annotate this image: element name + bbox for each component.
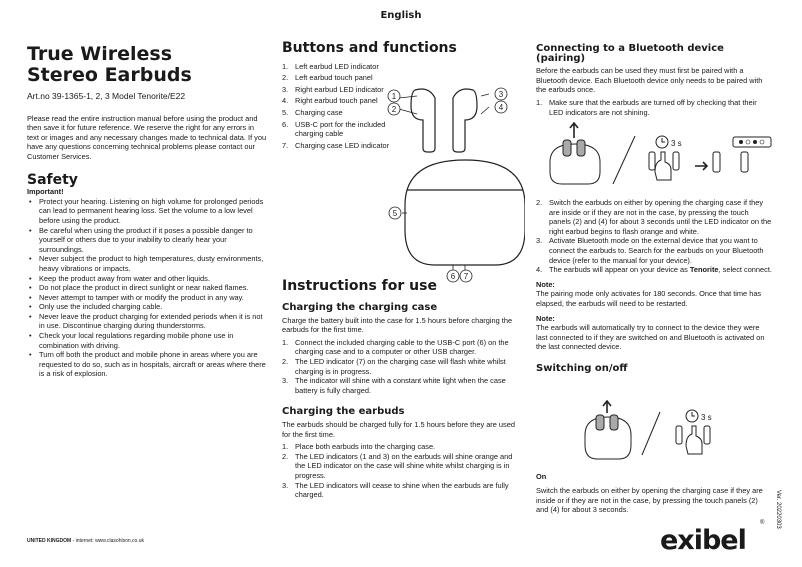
- step-text: , select connect.: [718, 265, 772, 275]
- part-item: [282, 120, 395, 139]
- callout-2: 2: [391, 105, 397, 114]
- registered-mark: ®: [760, 520, 765, 526]
- safety-item: • Only use the included charging cable.: [27, 302, 267, 312]
- part-item: [282, 141, 390, 151]
- earbud-icon: [610, 415, 618, 430]
- part-num: 4.: [282, 96, 289, 106]
- bluetooth-steps: [536, 198, 772, 275]
- charging-earbuds-steps: [282, 442, 522, 500]
- footer-country: UNITED KINGDOM: [27, 538, 72, 544]
- part-item: [282, 62, 390, 72]
- step-text: Connect the included charging cable to the USB-C port (6) on the charging case and to a computer or other USB charger.: [295, 337, 509, 357]
- part-text: Charging case: [295, 107, 343, 117]
- step-item: [282, 481, 522, 500]
- step-item: [282, 452, 522, 481]
- column-left: [27, 44, 267, 379]
- safety-item: • Do not place the product in direct sunlight or near naked flames.: [27, 283, 267, 293]
- step-text: Place both earbuds into the charging case.: [295, 442, 436, 452]
- charging-earbuds-heading: Charging the earbuds: [282, 406, 405, 418]
- led-indicator-icon: [733, 137, 771, 147]
- step-item: [282, 376, 522, 395]
- step-item: [536, 98, 772, 117]
- part-text: Right earbud LED indicator: [295, 84, 384, 94]
- note-text: The earbuds will automatically try to connect to the device they were last connected to if they are switched on and Bluetooth is activated on the last connected device.: [536, 323, 765, 352]
- safety-item: • Turn off both the product and mobile phone in areas where you are requested to do so, such as in hospitals, aircraft or areas where there is a risk of explosion.: [27, 350, 267, 379]
- column-right: [536, 43, 772, 515]
- step-num: 3.: [282, 480, 289, 490]
- step-text: The indicator will shine with a constant white light when the case battery is fully charged.: [295, 376, 506, 395]
- hand-icon: [686, 426, 702, 454]
- step-text: The LED indicators will cease to shine when the earbuds are fully charged.: [295, 480, 509, 500]
- charging-case-intro: Charge the battery built into the case for 1.5 hours before charging the earbuds for the first time.: [282, 315, 513, 335]
- arrow-right-icon: [695, 162, 707, 170]
- brand-logo: exibel: [660, 525, 746, 556]
- safety-item: • Check your local regulations regarding mobile phone use in combination with driving.: [27, 331, 267, 350]
- safety-item: • Keep the product away from water and other liquids.: [27, 274, 267, 284]
- charging-earbuds-intro: The earbuds should be charged fully for 1.5 hours before they are used for the first time.: [282, 419, 515, 439]
- step-num: 1.: [282, 442, 289, 452]
- switching-text: Switch the earbuds on either by opening the charging case if they are inside or if they are not in the case, by pressing the touch panels (2) and (4) for about 3 seconds.: [536, 486, 763, 515]
- charging-case-icon: [405, 160, 525, 265]
- note-text: The pairing mode only activates for 180 seconds. Once that time has elapsed, the earbuds will need to be restarted.: [536, 289, 762, 308]
- bluetooth-intro: Before the earbuds can be used they must first be paired with a Bluetooth device. Each Bluetooth device only needs to be paired with the earbuds once.: [536, 66, 763, 95]
- earbud-icon: [713, 152, 720, 172]
- version-label: Ver. 20220303: [775, 490, 781, 529]
- step-text: Activate Bluetooth mode on the external device that you want to connect the earbuds to. Search for the earbuds on your Bluetooth device (refer to the manual for your device).: [549, 236, 764, 265]
- earbud-icon: [563, 140, 571, 156]
- part-item: [282, 73, 390, 83]
- step-num: 2.: [282, 451, 289, 461]
- footer: [27, 538, 144, 544]
- charging-case-steps: [282, 338, 522, 396]
- step-text: The LED indicator (7) on the charging case will flash white whilst charging is in progress.: [295, 356, 506, 376]
- charging-case-heading: Charging the charging case: [282, 302, 438, 313]
- callout-7: 7: [463, 272, 469, 281]
- language-label: English: [380, 10, 422, 21]
- parts-list: [282, 62, 390, 151]
- step-num: 1.: [282, 337, 289, 347]
- safety-item: • Be careful when using the product if it poses a possible danger to yourself or others due to your inability to clearly hear your surroundings.: [27, 226, 267, 255]
- step-num: 2.: [536, 198, 543, 207]
- step-text: The LED indicators (1 and 3) on the earbuds will shine orange and the LED indicator on the case will shine white whilst charging is in progress.: [295, 451, 513, 480]
- part-item: [282, 108, 390, 118]
- step-num: 1.: [536, 97, 543, 107]
- on-label: On: [536, 472, 547, 481]
- part-num: 5.: [282, 107, 289, 117]
- part-num: 1.: [282, 61, 289, 71]
- step-num: 3.: [282, 376, 289, 386]
- step-item: [282, 442, 522, 452]
- earbud-icon: [673, 152, 679, 170]
- charging-case-section: [282, 303, 522, 500]
- title-line-2: Stereo Earbuds: [27, 64, 192, 86]
- earbud-icon: [577, 140, 585, 156]
- earbud-icon: [741, 152, 748, 172]
- callout-3: 3: [498, 90, 504, 99]
- step-item: [536, 236, 772, 265]
- instructions-heading: Instructions for use: [282, 278, 437, 294]
- part-text: USB-C port for the included charging cable: [295, 119, 386, 139]
- article-number: Art.no 39-1365-1, 2, 3 Model Tenorite/E22: [27, 91, 186, 101]
- part-item: [282, 96, 390, 106]
- timer-label: 3 s: [701, 413, 712, 422]
- callout-5: 5: [392, 209, 398, 218]
- safety-item: • Never leave the product charging for extended periods when it is not in use. Discontinue charging during thunderstorms.: [27, 312, 267, 331]
- callout-4: 4: [498, 103, 504, 112]
- part-num: 2.: [282, 73, 289, 83]
- earbud-icon: [704, 426, 710, 444]
- callout-1: 1: [391, 92, 397, 101]
- part-text: Charging case LED indicator: [295, 140, 390, 150]
- important-label: Important!: [27, 187, 64, 197]
- switching-illustration: [580, 400, 730, 475]
- bluetooth-steps-block: [536, 198, 772, 374]
- part-num: 3.: [282, 84, 289, 94]
- footer-internet: - internet: www.clasohlson.co.uk: [71, 538, 144, 544]
- step-num: 3.: [536, 236, 543, 246]
- earbud-icon: [649, 152, 655, 170]
- step-item: [536, 265, 772, 275]
- step-item: [282, 338, 522, 357]
- step-text: Make sure that the earbuds are turned off by checking that their LED indicators are not shining.: [549, 97, 757, 117]
- step-item: [536, 198, 772, 236]
- device-name: Tenorite: [689, 265, 719, 275]
- timer-label: 3 s: [671, 139, 682, 148]
- title-line-1: True Wireless: [27, 43, 173, 65]
- part-text: Right earbud touch panel: [295, 96, 378, 106]
- earbud-icon: [596, 415, 604, 430]
- earbud-icon: [676, 426, 682, 444]
- switching-heading: Switching on/off: [536, 362, 628, 374]
- safety-heading: Safety: [27, 171, 78, 188]
- charging-case-icon: [585, 417, 631, 459]
- part-num: 7.: [282, 140, 289, 150]
- step-text: The earbuds will appear on your device as: [549, 265, 690, 275]
- part-num: 6.: [282, 119, 289, 129]
- part-item: [282, 85, 390, 95]
- intro-text: Please read the entire instruction manual before using the product and then save it for future reference. We reserve the right for any errors in text or images and any necessary changes made to technical data. If you have any questions concerning technical problems please contact our Customer Services.: [27, 113, 267, 161]
- arrow-up-icon: [570, 123, 578, 138]
- pairing-illustration: [545, 122, 775, 192]
- part-text: Left earbud touch panel: [295, 73, 373, 83]
- safety-item: • Never subject the product to high temperatures, dusty environments, heavy vibrations or impacts.: [27, 254, 267, 273]
- bluetooth-step-1: [536, 98, 772, 117]
- safety-item: • Protect your hearing. Listening on high volume for prolonged periods can lead to permanent hearing loss. Set the volume to a low level before using the product.: [27, 197, 267, 226]
- step-item: [282, 357, 522, 376]
- note-label: Note:: [536, 279, 555, 289]
- buttons-heading: Buttons and functions: [282, 40, 457, 56]
- right-earbud-icon: [453, 89, 477, 152]
- hand-icon: [655, 152, 671, 180]
- step-text: Switch the earbuds on either by opening the charging case if they are inside or if they are not in the case, by pressing the touch panels (2) and (4) for about 3 seconds until the LED indicator on the right earbud begins to flash orange and white.: [549, 198, 772, 236]
- charging-case-icon: [550, 144, 600, 184]
- step-num: 2.: [282, 356, 289, 366]
- safety-list: [27, 197, 267, 379]
- left-earbud-icon: [411, 89, 435, 152]
- safety-item: • Never attempt to tamper with or modify the product in any way.: [27, 293, 267, 303]
- note-label: Note:: [536, 313, 555, 323]
- step-num: 4.: [536, 265, 543, 275]
- part-text: Left earbud LED indicator: [295, 61, 379, 71]
- callout-6: 6: [450, 272, 456, 281]
- bluetooth-heading: Connecting to a Bluetooth device (pairing): [536, 43, 724, 64]
- arrow-up-icon: [603, 401, 611, 413]
- product-diagram: [385, 80, 525, 285]
